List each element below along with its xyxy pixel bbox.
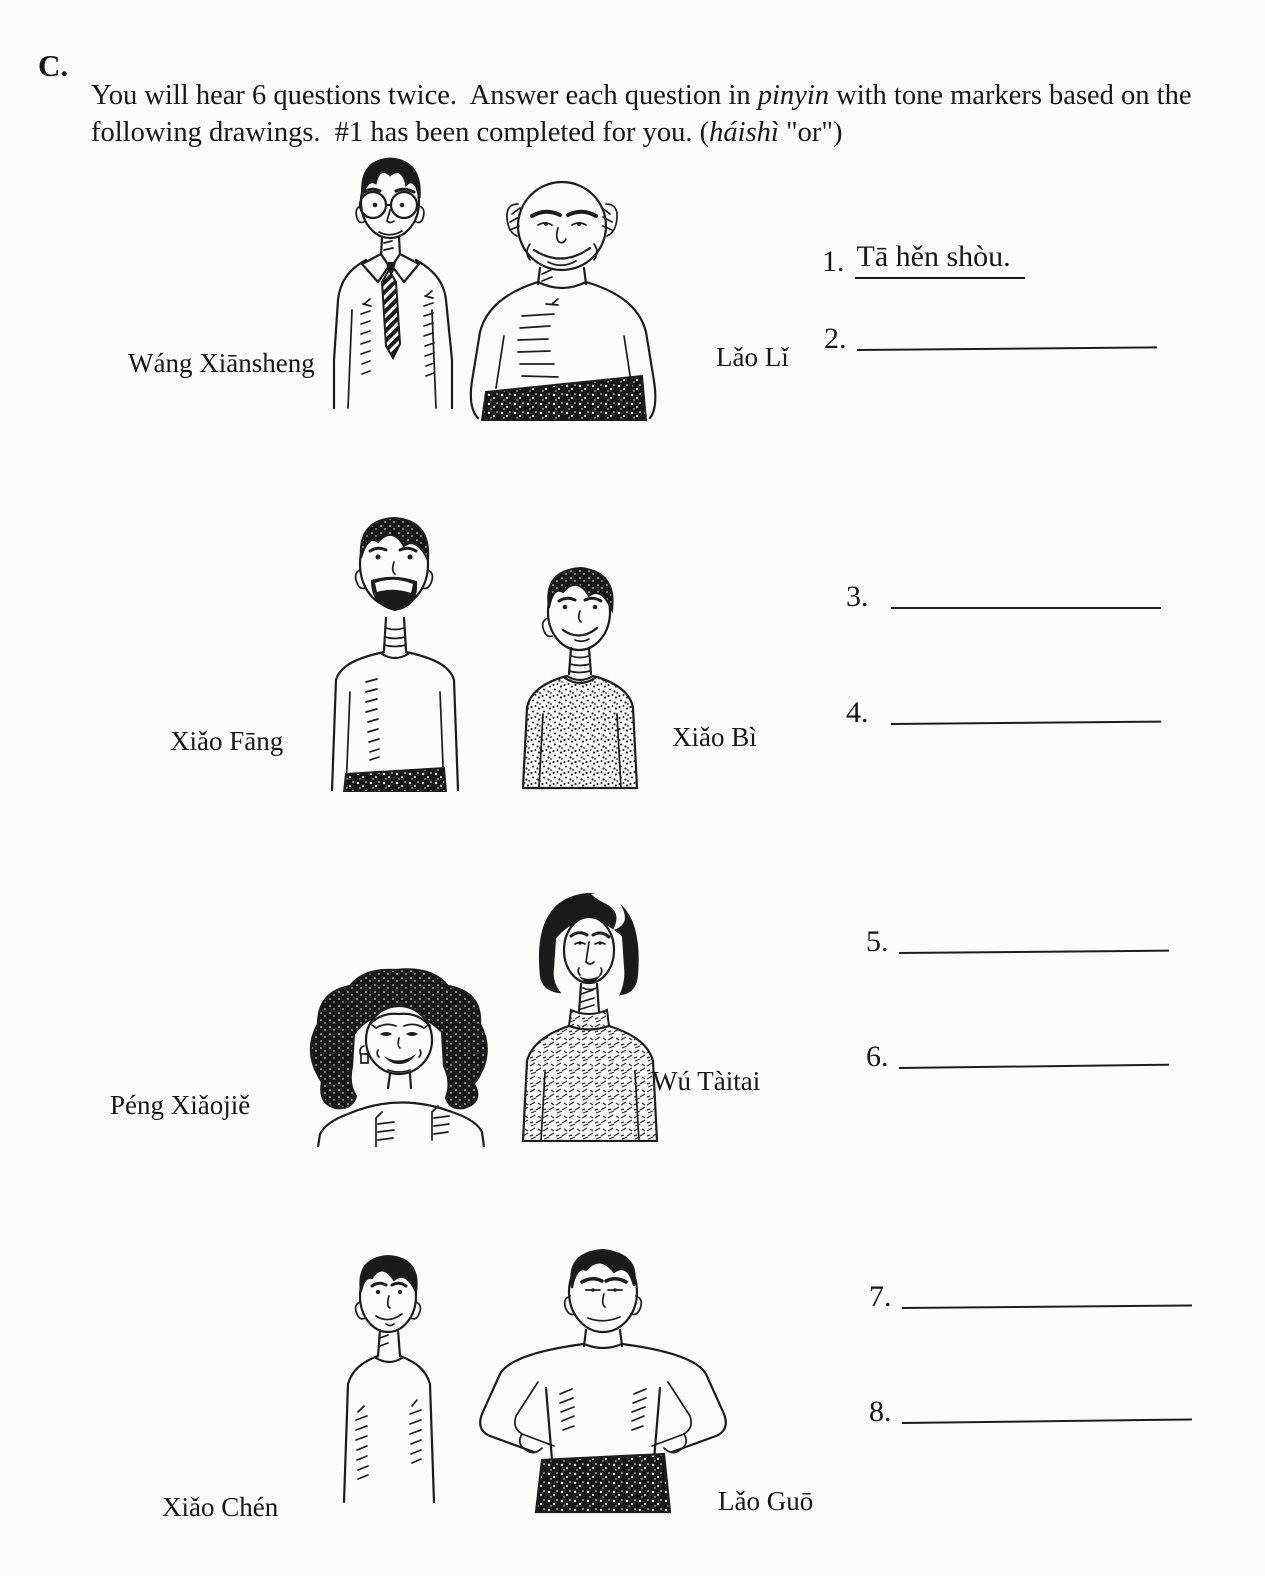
answer-item-4: [846, 696, 1161, 730]
drawing-xiao-chen: [328, 1250, 448, 1505]
answer-blank-7: [901, 1296, 1191, 1309]
answer-number-3: 3.: [846, 580, 869, 613]
answer-blank-2: [856, 338, 1156, 351]
drawing-xiao-fang: [316, 510, 466, 792]
drawing-lao-li: [460, 176, 670, 424]
figure-label-lao-guo: Lǎo Guō: [718, 1486, 814, 1516]
answer-blank-4: [890, 713, 1160, 725]
answer-number-8: 8.: [869, 1395, 892, 1428]
instructions-part3: "or"): [778, 116, 843, 148]
figure-label-xiao-bi: Xiǎo Bì: [672, 722, 757, 752]
answer-text-1: Tā hěn shòu.: [855, 240, 1025, 279]
figure-label-xiao-fang: Xiǎo Fāng: [170, 726, 284, 756]
answer-item-1: [822, 240, 1025, 279]
answer-blank-6: [898, 1056, 1168, 1069]
answer-number-1: 1.: [822, 245, 845, 278]
answer-item-7: [869, 1280, 1192, 1314]
drawing-xiao-bi: [497, 562, 662, 790]
instructions-italic-haishi: háishì: [709, 116, 779, 148]
answer-number-5: 5.: [866, 925, 889, 958]
drawing-wang-xiansheng: [326, 150, 461, 412]
answer-blank-8: [901, 1410, 1191, 1424]
figure-label-wu-taitai: Wú Tàitai: [652, 1066, 761, 1096]
figure-label-lao-li: Lǎo Lǐ: [716, 342, 789, 372]
answer-item-2: [824, 322, 1157, 356]
instructions-italic-pinyin: pinyin: [757, 79, 830, 111]
answer-number-7: 7.: [869, 1280, 892, 1313]
drawing-wu-taitai: [503, 880, 673, 1142]
figure-label-xiao-chen: Xiǎo Chén: [162, 1492, 279, 1522]
figure-label-wang-xiansheng: Wáng Xiānsheng: [128, 348, 315, 378]
answer-number-2: 2.: [824, 322, 847, 355]
answer-item-8: [869, 1395, 1192, 1429]
answer-number-4: 4.: [846, 696, 869, 729]
instructions-text: [91, 77, 1209, 151]
instructions-part1: You will hear 6 questions twice. Answer each question in: [91, 79, 758, 111]
answer-number-6: 6.: [866, 1040, 889, 1073]
answer-item-3: [846, 580, 1161, 614]
answer-blank-5: [898, 942, 1168, 954]
answer-item-6: [866, 1040, 1169, 1074]
drawing-peng-xiaojie: [292, 962, 522, 1147]
section-letter: C.: [38, 48, 69, 83]
instructions-part2: with tone markers based on the following drawings. #1 has been completed for you. (: [91, 79, 1199, 148]
drawing-lao-guo: [468, 1246, 738, 1514]
answer-item-5: [866, 925, 1169, 959]
answer-blank-3: [891, 599, 1161, 609]
figure-label-peng-xiaojie: Péng Xiǎojiě: [110, 1090, 251, 1120]
